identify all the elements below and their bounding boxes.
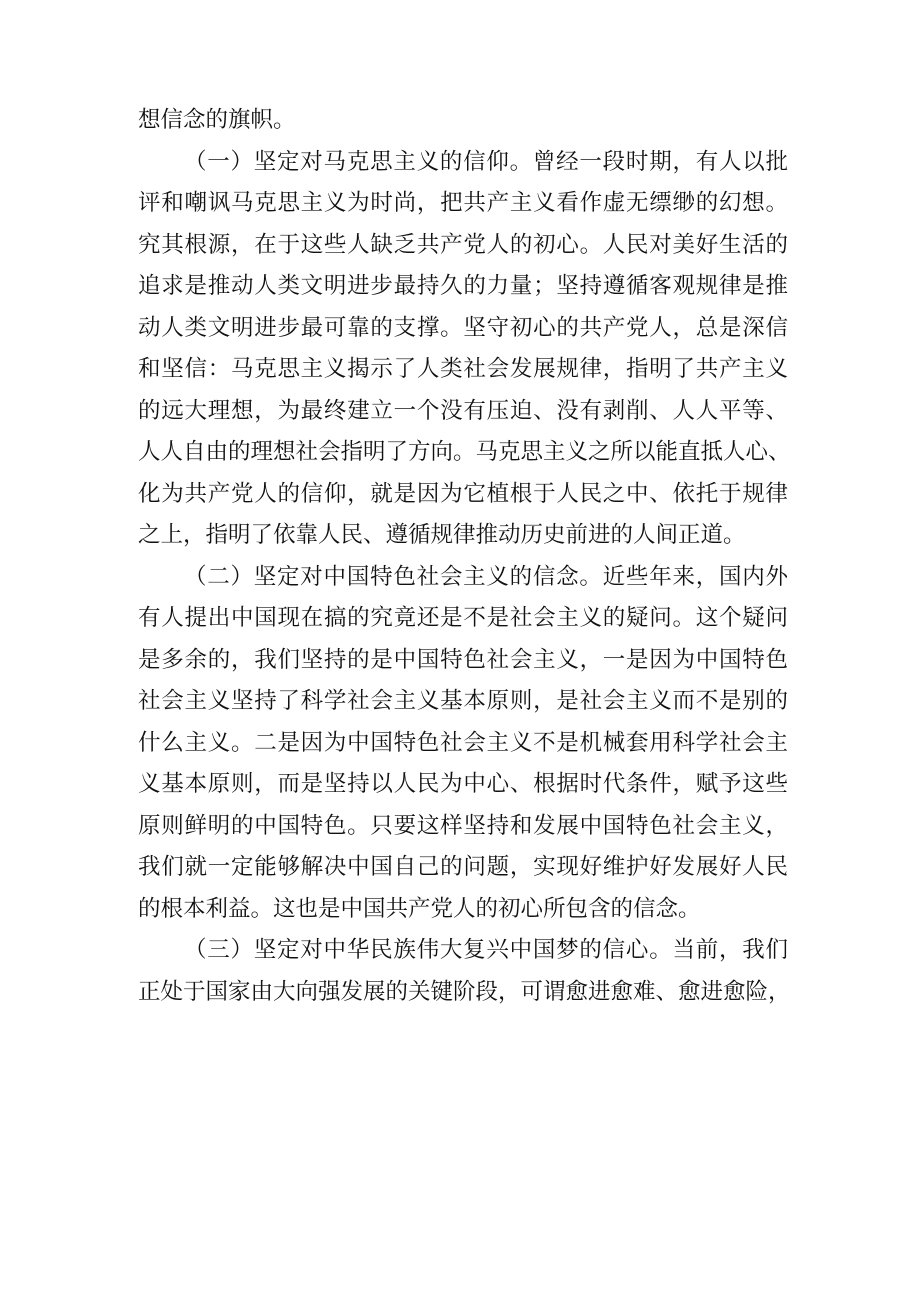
document-body: [138, 100, 791, 1013]
paragraph-1-line-1: 想信念的旗帜。: [138, 107, 296, 133]
paragraph-3-line-4: 社会主义坚持了科学社会主义基本原则，是社会主义而不是别的: [138, 688, 788, 714]
paragraph-2-line-1: （一）坚定对马克思主义的信仰。曾经一段时期，有人以批: [184, 148, 788, 175]
paragraph-2-line-4: 追求是推动人类文明进步最持久的力量；坚持遵循客观规律是推: [138, 273, 788, 299]
paragraph-3-line-6: 义基本原则，而是坚持以人民为中心、根据时代条件，赋予这些: [138, 771, 788, 797]
paragraph-3-line-2: 有人提出中国现在搞的究竟还是不是社会主义的疑问。这个疑问: [138, 605, 788, 631]
paragraph-2-line-2: 评和嘲讽马克思主义为时尚，把共产主义看作虚无缥缈的幻想。: [138, 190, 788, 216]
paragraph-4-line-1: （三）坚定对中华民族伟大复兴中国梦的信心。当前，我们: [184, 937, 788, 963]
paragraph-3-line-3: 是多余的，我们坚持的是中国特色社会主义，一是因为中国特色: [138, 646, 788, 673]
paragraph-2-line-6: 和坚信：马克思主义揭示了人类社会发展规律，指明了共产主义: [138, 356, 788, 382]
paragraph-2-line-8: 人人自由的理想社会指明了方向。马克思主义之所以能直抵人心、: [138, 439, 791, 465]
paragraph-2-line-3: 究其根源，在于这些人缺乏共产党人的初心。人民对美好生活的: [138, 231, 788, 258]
paragraph-3-line-9: 的根本利益。这也是中国共产党人的初心所包含的信念。: [138, 895, 701, 922]
paragraph-3-line-8: 我们就一定能够解决中国自己的问题，实现好维护好发展好人民: [138, 854, 788, 880]
paragraph-2-line-10: 之上，指明了依靠人民、遵循规律推动历史前进的人间正道。: [138, 522, 746, 548]
paragraph-2-line-9: 化为共产党人的信仰，就是因为它植根于人民之中、依托于规律: [138, 480, 788, 507]
paragraph-2-line-5: 动人类文明进步最可靠的支撑。坚守初心的共产党人，总是深信: [138, 314, 788, 341]
paragraph-4-line-2: 正处于国家由大向强发展的关键阶段，可谓愈进愈难、愈进愈险，: [138, 978, 791, 1005]
paragraph-3-line-7: 原则鲜明的中国特色。只要这样坚持和发展中国特色社会主义，: [138, 812, 788, 839]
paragraph-3-line-5: 什么主义。二是因为中国特色社会主义不是机械套用科学社会主: [138, 729, 788, 756]
paragraph-2-line-7: 的远大理想，为最终建立一个没有压迫、没有剥削、人人平等、: [138, 397, 788, 424]
paragraph-3-line-1: （二）坚定对中国特色社会主义的信念。近些年来，国内外: [184, 563, 788, 590]
